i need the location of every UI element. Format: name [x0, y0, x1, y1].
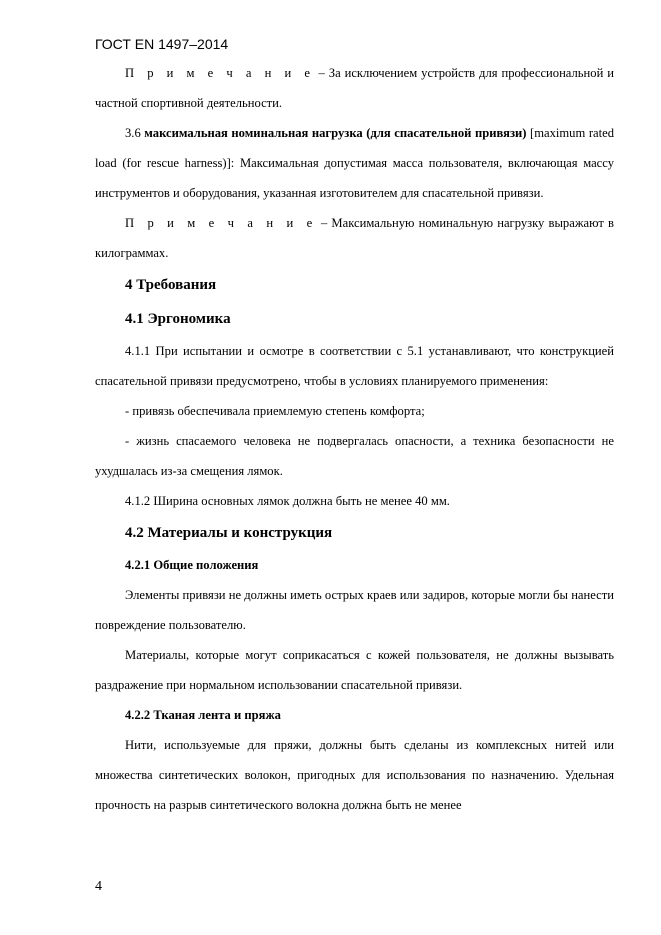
note-label: П р и м е ч а н и е: [125, 66, 315, 80]
note-label: П р и м е ч а н и е: [125, 216, 317, 230]
page-number: 4: [95, 879, 102, 894]
section-heading: 4 Требования: [125, 277, 217, 293]
note-paragraph: [95, 58, 614, 118]
list-item: - привязь обеспечивала приемлемую степень комфорта;: [125, 404, 425, 418]
subsection-heading: 4.2.2 Тканая лента и пряжа: [125, 708, 281, 722]
paragraph: Элементы привязи не должны иметь острых краев или задиров, которые могли бы нанести повреждение пользователю.: [95, 588, 614, 632]
term-name: максимальная номинальная нагрузка (для спасательной привязи): [144, 126, 527, 140]
paragraph: Нити, используемые для пряжи, должны быть сделаны из комплексных нитей или множества синтетических волокон, пригодных для использования по назначению. Удельная прочность на разрыв синтетического волокна должна быть не менее: [95, 738, 614, 812]
document-body: [95, 58, 614, 820]
clause-4-1-1: 4.1.1 При испытании и осмотре в соответствии с 5.1 устанавливают, что конструкцией спасательной привязи предусмотрено, чтобы в условиях планируемого применения:: [95, 344, 614, 388]
section-heading: 4.2 Материалы и конструкция: [125, 525, 333, 541]
list-item: - жизнь спасаемого человека не подвергалась опасности, а техника безопасности не ухудшалась из-за смещения лямок.: [95, 434, 614, 478]
subsection-heading: 4.2.1 Общие положения: [125, 558, 259, 572]
clause-4-1-2: 4.1.2 Ширина основных лямок должна быть не менее 40 мм.: [125, 494, 450, 508]
note-paragraph: [95, 208, 614, 268]
section-heading: 4.1 Эргономика: [125, 311, 231, 327]
note-text: – За исключением устройств для профессиональной и частной спортивной деятельности.: [95, 66, 614, 110]
standard-header: ГОСТ EN 1497–2014: [95, 36, 229, 52]
paragraph: Материалы, которые могут соприкасаться с кожей пользователя, не должны вызывать раздражение при нормальном использовании спасательной привязи.: [95, 648, 614, 692]
note-text: – Максимальную номинальную нагрузку выражают в килограммах.: [95, 216, 614, 260]
clause-number: 3.6: [125, 126, 145, 140]
term-definition: [maximum rated load (for rescue harness)]: Максимальная допустимая масса пользователя, включающая массу инструментов и оборудования, указанная изготовителем для спасательной привязи.: [95, 126, 614, 200]
clause-3-6: [95, 118, 614, 208]
